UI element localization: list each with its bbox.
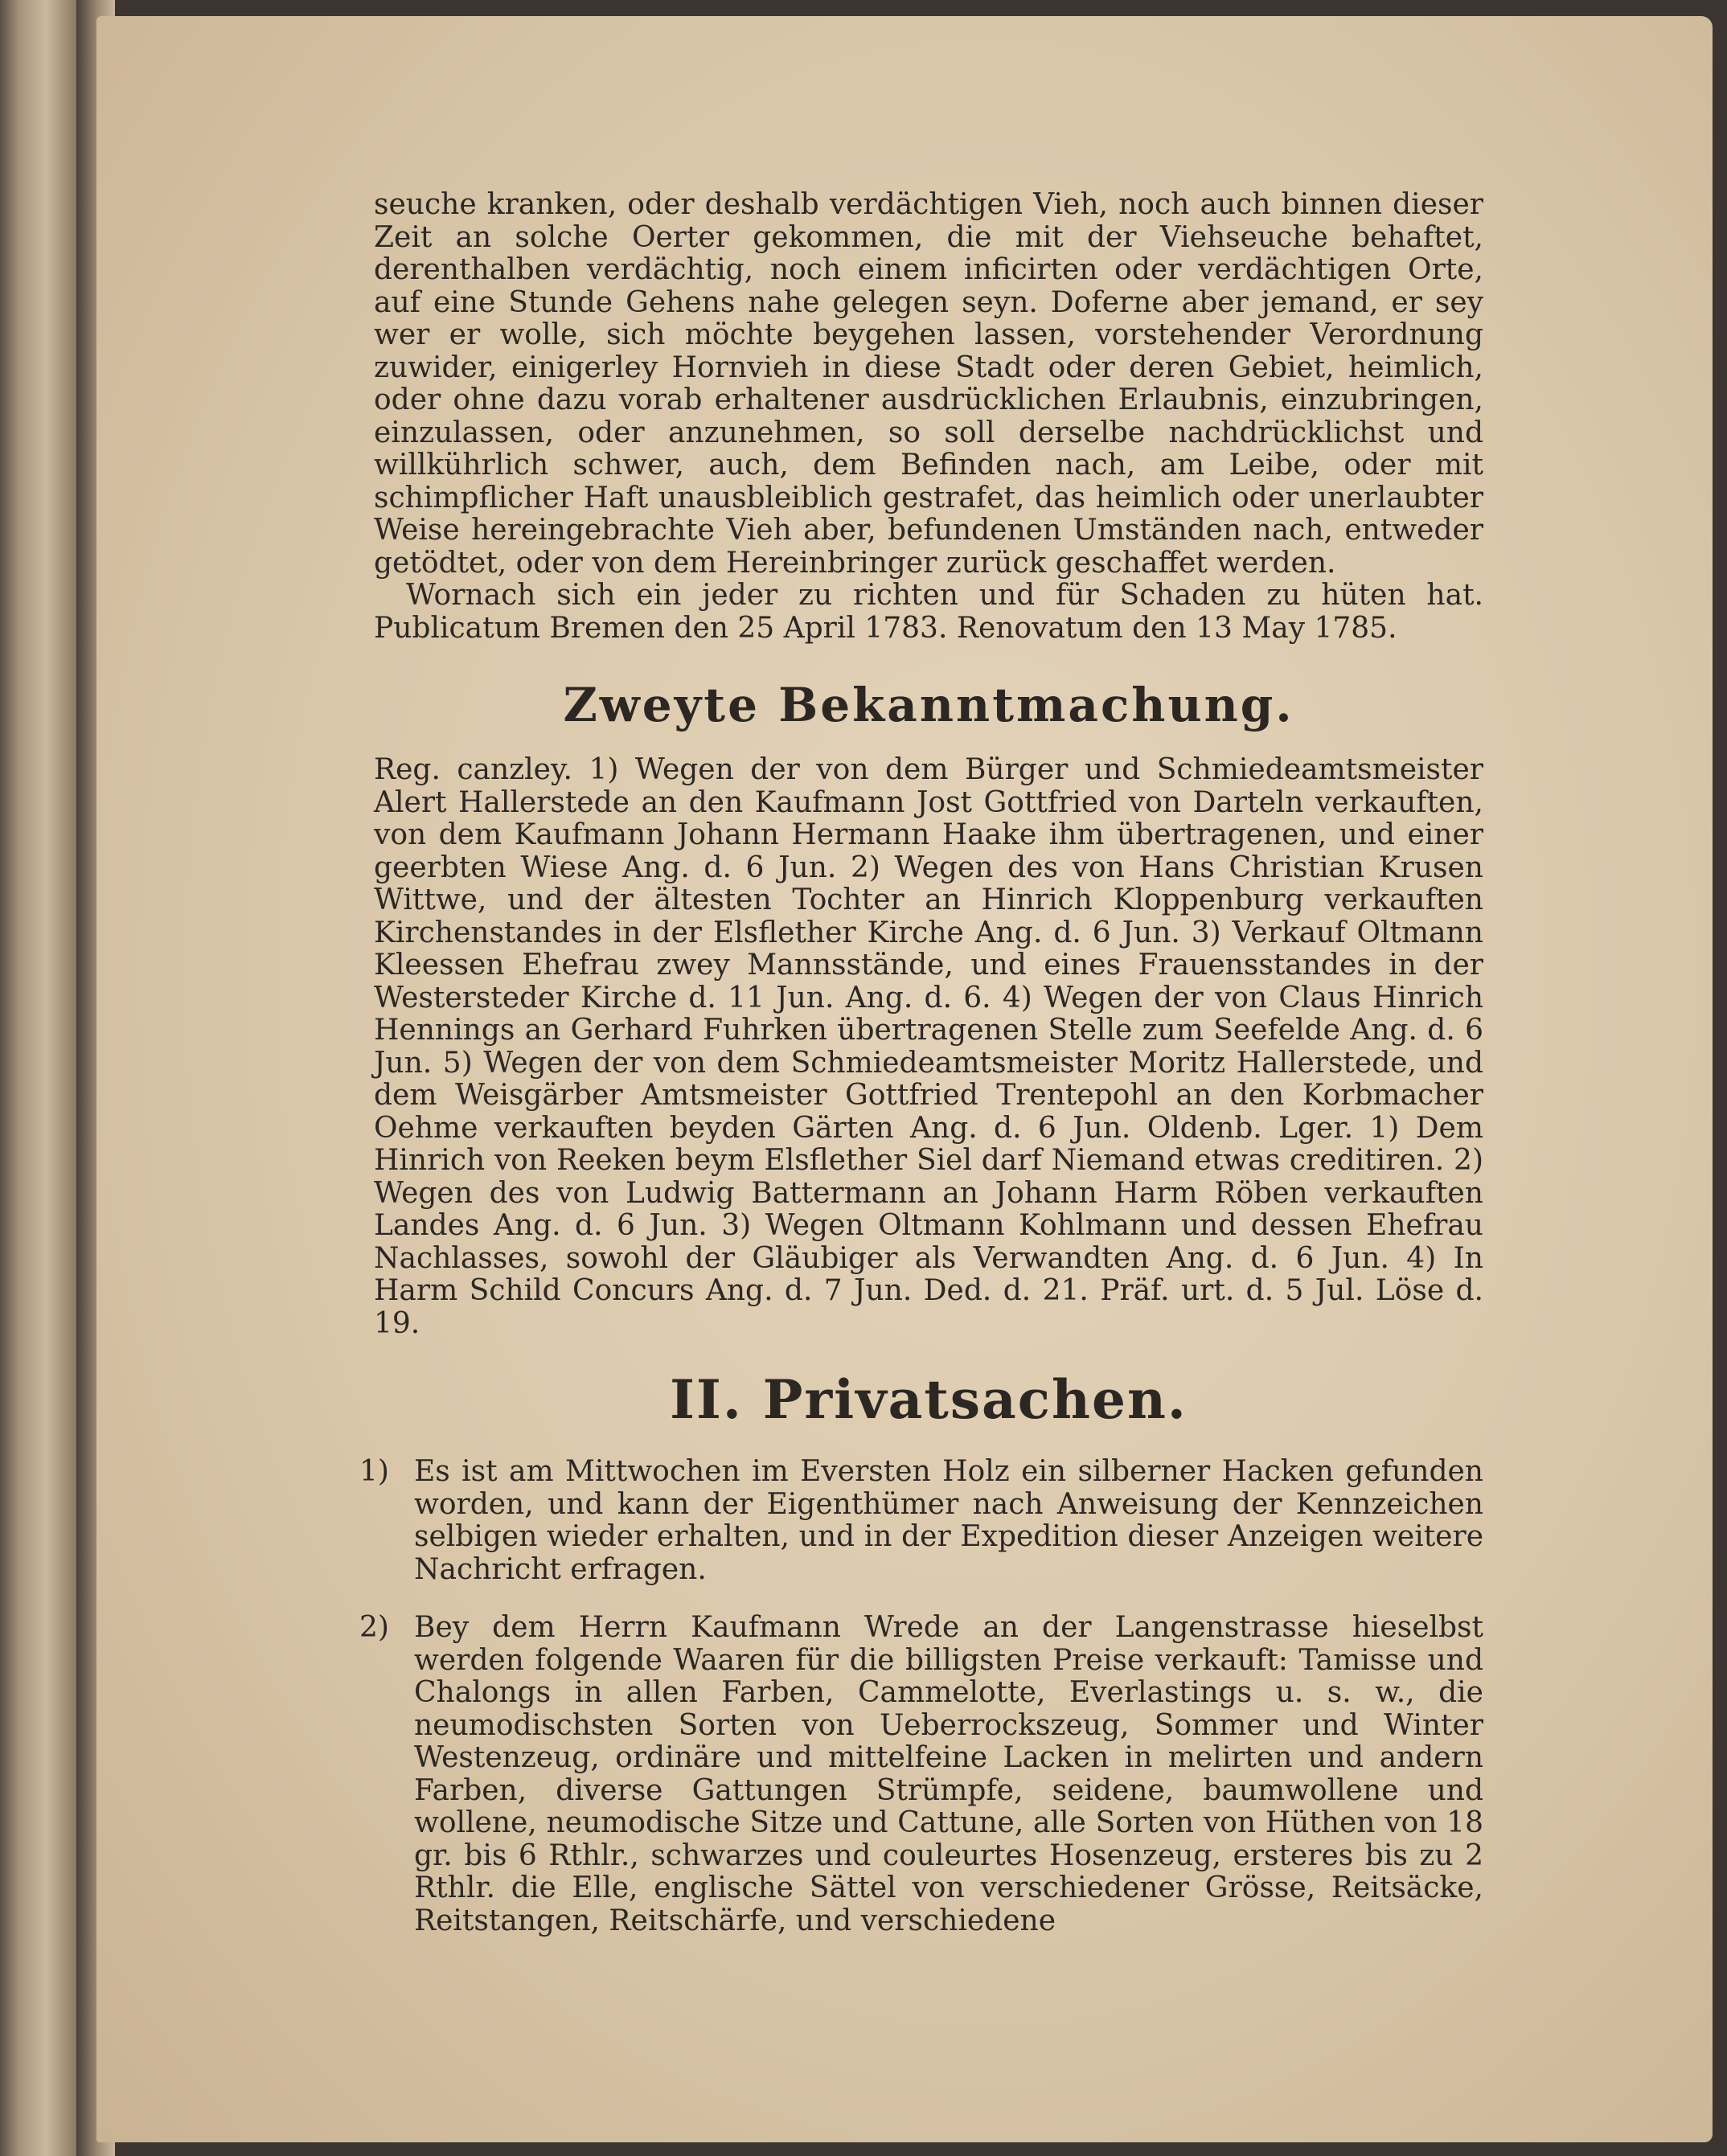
document-page	[96, 16, 1713, 2142]
bekanntmachung-paragraph: Reg. canzley. 1) Wegen der von dem Bürger und Schmiedeamtsmeister Alert Hallerstede an den Kaufmann Jost Gottfried von Darteln verkauften, von dem Kaufmann Johann Hermann Haake ihm übertragenen, und einer geerbten Wiese Ang. d. 6 Jun. 2) Wegen des von Hans Christian Krusen Wittwe, und der ältesten Tochter an Hinrich Kloppenburg verkauften Kirchenstandes in der Elsflether Kirche Ang. d. 6 Jun. 3) Verkauf Oltmann Kleessen Ehefrau zwey Mannsstände, und eines Frauensstandes in der Westersteder Kirche d. 11 Jun. Ang. d. 6. 4) Wegen der von Claus Hinrich Hennings an Gerhard Fuhrken übertragenen Stelle zum Seefelde Ang. d. 6 Jun. 5) Wegen der von dem Schmiedeamtsmeister Moritz Hallerstede, und dem Weisgärber Amtsmeister Gottfried Trentepohl an den Korbmacher Oehme verkauften beyden Gärten Ang. d. 6 Jun. Oldenb. Lger. 1) Dem Hinrich von Reeken beym Elsflether Siel darf Niemand etwas creditiren. 2) Wegen des von Ludwig Battermann an Johann Harm Röben verkauften Landes Ang. d. 6 Jun. 3) Wegen Oltmann Kohlmann und dessen Ehefrau Nachlasses, sowohl der Gläubiger als Verwandten Ang. d. 6 Jun. 4) In Harm Schild Concurs Ang. d. 7 Jun. Ded. d. 21. Präf. urt. d. 5 Jul. Löse d. 19.	[374, 753, 1483, 1340]
closing-paragraph: Wornach sich ein jeder zu richten und für Schaden zu hüten hat. Publicatum Bremen den 25 April 1783. Renovatum den 13 May 1785.	[374, 579, 1483, 645]
text-block	[359, 188, 1483, 1963]
list-item	[359, 1611, 1483, 1937]
item-text: Bey dem Herrn Kaufmann Wrede an der Langenstrasse hieselbst werden folgende Waaren für die billigsten Preise verkauft: Tamisse und Chalongs in allen Farben, Cammelotte, Everlastings u. s. w., die neumodischsten Sorten von Ueberrockszeug, Sommer und Winter Westenzeug, ordinäre und mittelfeine Lacken in melirten und andern Farben, diverse Gattungen Strümpfe, seidene, baumwollene und wollene, neumodische Sitze und Cattune, alle Sorten von Hüthen von 18 gr. bis 6 Rthlr., schwarzes und couleurtes Hosenzeug, ersteres bis zu 2 Rthlr. die Elle, englische Sättel von verschiedener Grösse, Reitsäcke, Reitstangen, Reitschärfe, und verschiedene	[414, 1611, 1483, 1937]
section-heading-bekanntmachung: Zweyte Bekanntmachung.	[563, 678, 1294, 732]
item-number: 2)	[359, 1611, 389, 1644]
facing-page-edge	[0, 0, 76, 2156]
continuation-paragraph: seuche kranken, oder deshalb verdächtigen Vieh, noch auch binnen dieser Zeit an solche Oerter gekommen, die mit der Viehseuche behaftet, derenthalben verdächtig, noch einem inficirten oder verdächtigen Orte, auf eine Stunde Gehens nahe gelegen seyn. Doferne aber jemand, er sey wer er wolle, sich möchte beygehen lassen, vorstehender Verordnung zuwider, einigerley Hornvieh in diese Stadt oder deren Gebiet, heimlich, oder ohne dazu vorab erhaltener ausdrücklichen Erlaubnis, einzubringen, einzulassen, oder anzunehmen, so soll derselbe nachdrücklichst und willkührlich schwer, auch, dem Befinden nach, am Leibe, oder mit schimpflicher Haft unausbleiblich gestrafet, das heimlich oder unerlaubter Weise hereingebrachte Vieh aber, befundenen Umständen nach, entweder getödtet, oder von dem Hereinbringer zurück geschaffet werden.	[374, 188, 1483, 580]
section-heading-privatsachen: II. Privatsachen.	[670, 1368, 1188, 1431]
item-number: 1)	[359, 1455, 389, 1488]
list-item	[359, 1455, 1483, 1586]
item-text: Es ist am Mittwochen im Eversten Holz ein silberner Hacken gefunden worden, und kann der Eigenthümer nach Anweisung der Kennzeichen selbigen wieder erhalten, und in der Expedition dieser Anzeigen weitere Nachricht erfragen.	[414, 1455, 1483, 1586]
